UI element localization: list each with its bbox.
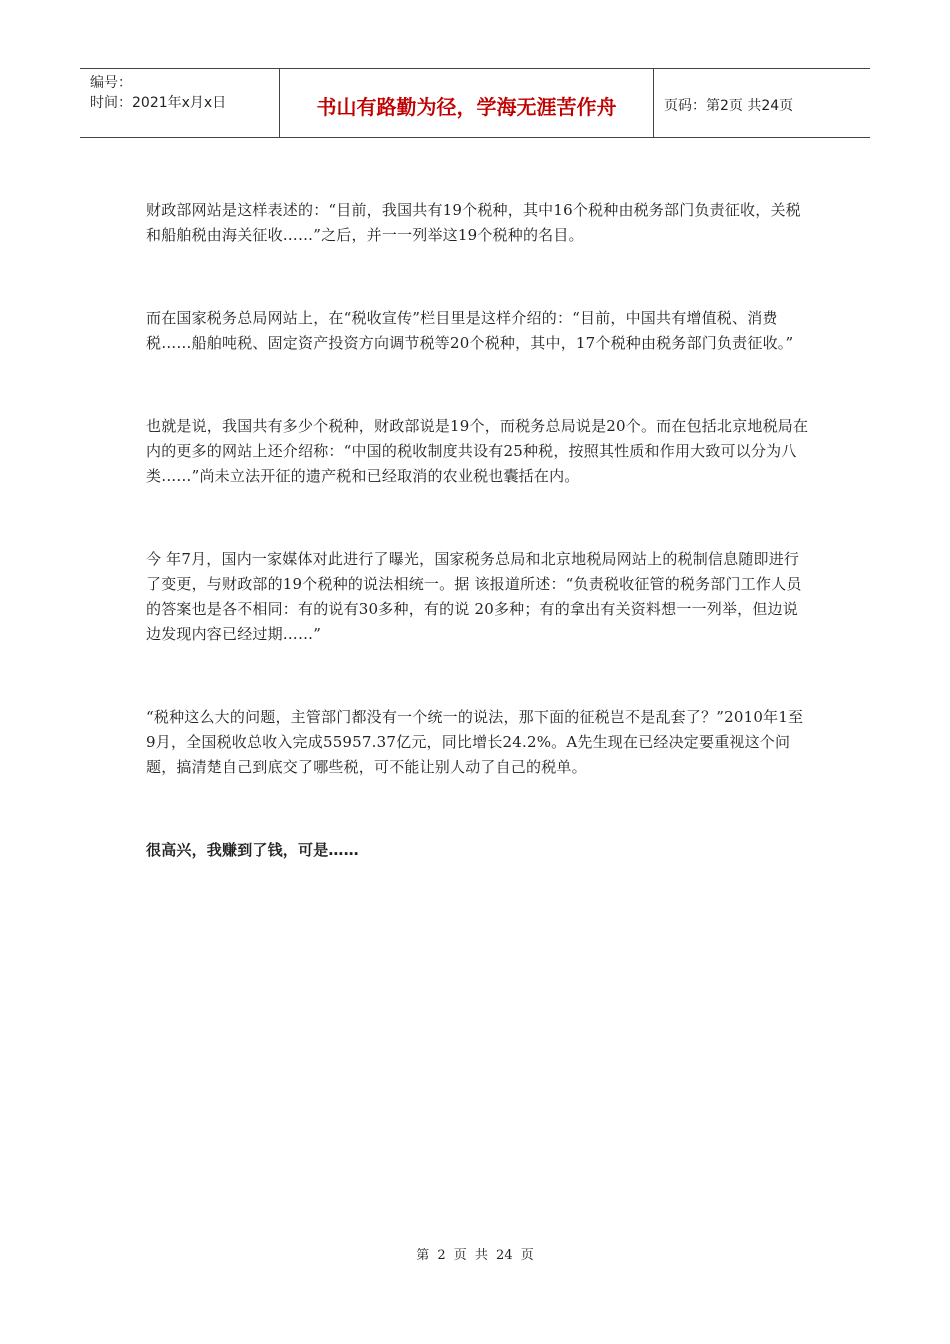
header-table <box>80 68 870 138</box>
body-paragraph: “税种这么大的问题，主管部门都没有一个统一的说法，那下面的征税岂不是乱套了？”2010年1至9月，全国税收总收入完成55957.37亿元，同比增长24.2%。A先生现在已经决定要重视这个问题，搞清楚自己到底交了哪些税，可不能让别人动了自己的税单。 <box>146 708 804 776</box>
header-page-info: 页码：第2页 共24页 <box>664 98 794 114</box>
section-heading: 很高兴，我赚到了钱，可是…… <box>146 841 359 859</box>
body-paragraph: 今 年7月，国内一家媒体对此进行了曝光，国家税务总局和北京地税局网站上的税制信息随即进行了变更，与财政部的19个税种的说法相统一。据 该报道所述：“负责税收征管的税务部门工作人员的答案也是各不相同：有的说有30多种，有的说 20多种；有的拿出有关资料想一一列举，但边说边发现内容已经过期……” <box>146 550 802 643</box>
header-motto: 书山有路勤为径，学海无涯苦作舟 <box>280 69 654 137</box>
body-paragraph: 财政部网站是这样表述的：“目前，我国共有19个税种，其中16个税种由税务部门负责征收，关税和船舶税由海关征收……”之后，并一一列举这19个税种的名目。 <box>146 201 801 244</box>
document-date: 时间：2021年x月x日 <box>90 95 227 111</box>
document-body <box>146 198 810 921</box>
body-paragraph: 而在国家税务总局网站上，在“税收宣传”栏目里是这样介绍的：“目前，中国共有增值税、消费税……船舶吨税、固定资产投资方向调节税等20个税种，其中，17个税种由税务部门负责征收。” <box>146 309 794 352</box>
header-meta <box>80 69 280 137</box>
body-paragraph: 也就是说，我国共有多少个税种，财政部说是19个，而税务总局说是20个。而在包括北京地税局在内的更多的网站上还介绍称：“中国的税收制度共设有25种税，按照其性质和作用大致可以分为八类……”尚未立法开征的遗产税和已经取消的农业税也囊括在内。 <box>146 417 809 485</box>
document-number-label: 编号： <box>90 75 132 91</box>
page-footer: 第 2 页 共 24 页 <box>416 1248 534 1263</box>
